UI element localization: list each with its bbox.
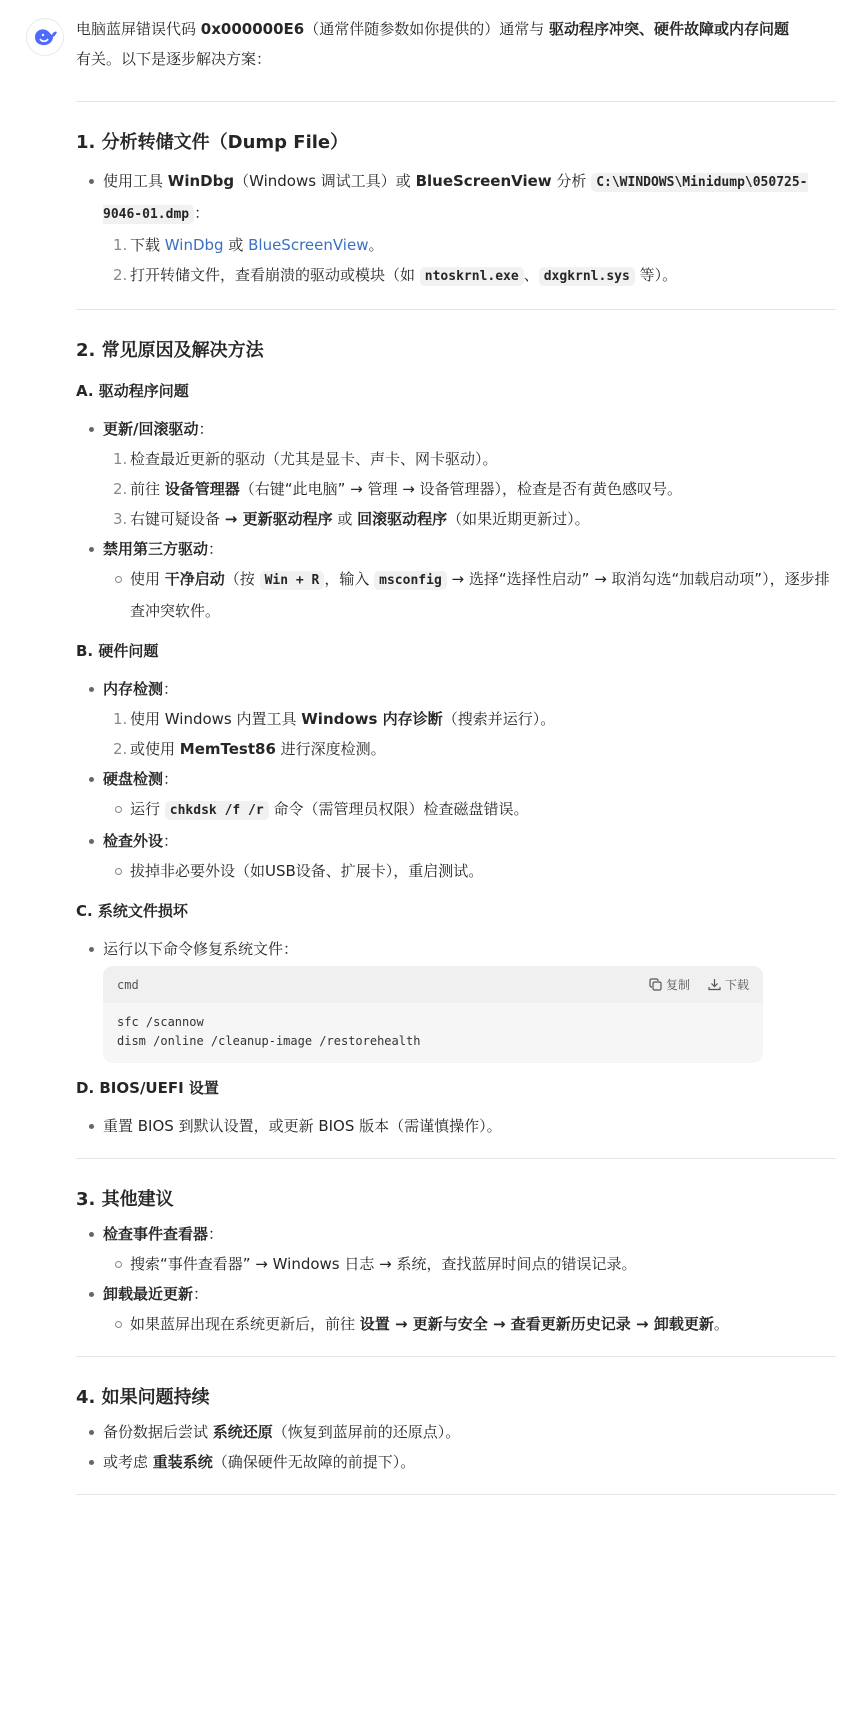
item-text: （搜索并运行）。: [442, 710, 556, 728]
item-label: 禁用第三方驱动: [103, 540, 209, 558]
list-item: [103, 856, 836, 886]
subsection-heading-d: D. BIOS/UEFI 设置: [76, 1079, 219, 1097]
list-item: [76, 764, 836, 826]
item-text: （Windows 调试工具）或: [234, 172, 416, 190]
list-number: 2.: [113, 266, 128, 284]
tool-name: BlueScreenView: [415, 172, 552, 190]
numbered-list: [103, 230, 836, 292]
numbered-list: [103, 444, 836, 534]
item-text: 或: [332, 510, 358, 528]
list-item: [76, 1219, 836, 1279]
item-text: 搜索“事件查看器” → Windows 日志 → 系统，查找蓝屏时间点的错误记录。: [130, 1255, 637, 1273]
intro-paragraph: [76, 14, 836, 74]
item-label: 更新/回滚驱动: [103, 420, 199, 438]
item-label: 检查外设: [103, 832, 164, 850]
list-item: [76, 166, 836, 292]
item-text: （确保硬件无故障的前提下）。: [212, 1453, 416, 1471]
divider: [76, 1158, 836, 1159]
item-label: 检查事件查看器: [103, 1225, 209, 1243]
list-item: [103, 1309, 836, 1339]
list-item: [76, 1279, 836, 1339]
sub-bullet-list: [103, 1309, 836, 1339]
numbered-list: [103, 704, 836, 764]
list-item: [76, 826, 836, 886]
item-text: （按: [224, 570, 260, 588]
list-item: [103, 474, 836, 504]
sub-bullet-list: [103, 1249, 836, 1279]
section-heading-4: 4. 如果问题持续: [76, 1387, 210, 1408]
bullet-list: [76, 414, 836, 626]
item-text: 检查最近更新的驱动（尤其是显卡、声卡、网卡驱动）。: [130, 450, 498, 468]
copy-icon: [649, 978, 662, 991]
section-heading-3: 3. 其他建议: [76, 1189, 174, 1210]
item-text: 分析: [551, 172, 592, 190]
list-item: [103, 230, 836, 260]
item-text: → 选择“选择性启动” → 取消勾选“加载启动项”），逐步排查冲突软件。: [130, 570, 830, 620]
list-item: [103, 564, 836, 626]
divider: [76, 1356, 836, 1357]
sub-bullet-list: [103, 856, 836, 886]
code-language-label: cmd: [117, 977, 139, 992]
item-text: 拔掉非必要外设（如USB设备、扩展卡），重启测试。: [130, 862, 484, 880]
list-item: [76, 1111, 836, 1141]
intro-text: 有关。以下是逐步解决方案：: [76, 50, 272, 68]
dump-file-path: C:\WINDOWS\Minidump\050725-9046-01.dmp: [103, 175, 808, 222]
item-text: 打开转储文件，查看崩溃的驱动或模块（如: [130, 266, 420, 284]
inline-code: Win + R: [260, 571, 325, 590]
item-text: ：: [208, 1225, 224, 1243]
item-text: ：: [163, 832, 179, 850]
code-block-tools: [649, 970, 749, 1000]
download-icon: [708, 978, 721, 991]
item-text: 前往: [130, 480, 165, 498]
item-text: 使用工具: [103, 172, 168, 190]
list-item: [103, 444, 836, 474]
item-text: 。: [368, 236, 384, 254]
list-number: 1.: [113, 450, 128, 468]
list-number: 2.: [113, 480, 128, 498]
item-label: 硬盘检测: [103, 770, 164, 788]
list-item: [103, 1249, 836, 1279]
code-block-header: [103, 966, 763, 1003]
subsection-heading-c: C. 系统文件损坏: [76, 902, 188, 920]
list-number: 3.: [113, 510, 128, 528]
error-code: 0x000000E6: [200, 20, 305, 38]
list-number: 1.: [113, 236, 128, 254]
item-label: 内存检测: [103, 680, 164, 698]
item-text: （右键“此电脑” → 管理 → 设备管理器），检查是否有黄色感叹号。: [239, 480, 683, 498]
item-emphasis: 设备管理器: [164, 480, 240, 498]
list-item: [76, 534, 836, 626]
item-text: ：: [194, 204, 210, 222]
item-emphasis: 回滚驱动程序: [357, 510, 448, 528]
item-emphasis: 设置 → 更新与安全 → 查看更新历史记录 → 卸载更新: [359, 1315, 714, 1333]
list-item: [76, 1417, 836, 1447]
item-text: 备份数据后尝试: [103, 1423, 213, 1441]
item-text: 右键可疑设备: [130, 510, 225, 528]
item-emphasis: 系统还原: [212, 1423, 273, 1441]
list-item: [76, 1447, 836, 1477]
list-item: [76, 934, 836, 1063]
item-emphasis: → 更新驱动程序: [224, 510, 333, 528]
item-emphasis: MemTest86: [179, 740, 276, 758]
list-item: [103, 504, 836, 534]
item-text: 命令（需管理员权限）检查磁盘错误。: [268, 800, 529, 818]
bluescreenview-link[interactable]: BlueScreenView: [248, 236, 369, 254]
bullet-list: [76, 1219, 836, 1339]
item-text: 运行: [130, 800, 165, 818]
item-text: 下载: [130, 236, 165, 254]
list-item: [103, 704, 836, 734]
windbg-link[interactable]: WinDbg: [164, 236, 224, 254]
bullet-list: [76, 166, 836, 292]
item-text: （如果近期更新过）。: [447, 510, 590, 528]
item-label: 卸载最近更新: [103, 1285, 194, 1303]
download-button[interactable]: [708, 970, 749, 1000]
item-text: ：: [193, 1285, 209, 1303]
divider: [76, 1494, 836, 1495]
item-text: 、: [523, 266, 539, 284]
intro-text: （通常伴随参数如你提供的）通常与: [304, 20, 549, 38]
item-text: ：: [208, 540, 224, 558]
item-text: 进行深度检测。: [275, 740, 386, 758]
item-emphasis: 重装系统: [152, 1453, 213, 1471]
item-text: ：: [198, 420, 214, 438]
inline-code: chkdsk /f /r: [165, 801, 269, 820]
cause-summary: 驱动程序冲突、硬件故障或内存问题: [548, 20, 789, 38]
item-text: 等）。: [634, 266, 678, 284]
inline-code: msconfig: [374, 571, 447, 590]
item-text: ，输入: [324, 570, 375, 588]
assistant-avatar: [26, 18, 64, 56]
list-item: [76, 414, 836, 534]
copy-button[interactable]: [649, 970, 690, 1000]
bullet-list: [76, 1417, 836, 1477]
code-content[interactable]: sfc /scannow dism /online /cleanup-image /restorehealth: [117, 1015, 421, 1048]
answer-content: [76, 14, 836, 1495]
intro-text: 电脑蓝屏错误代码: [76, 20, 201, 38]
item-text: 重置 BIOS 到默认设置，或更新 BIOS 版本（需谨慎操作）。: [103, 1117, 502, 1135]
divider: [76, 309, 836, 310]
divider: [76, 101, 836, 102]
item-text: 或考虑: [103, 1453, 153, 1471]
item-text: 运行以下命令修复系统文件：: [103, 940, 299, 958]
inline-code: dxgkrnl.sys: [539, 267, 635, 286]
item-text: 使用 Windows 内置工具: [130, 710, 302, 728]
copy-label: 复制: [665, 977, 690, 992]
whale-logo-icon: [32, 26, 58, 48]
item-text: 或使用: [130, 740, 180, 758]
section-heading-1: 1. 分析转储文件（Dump File）: [76, 132, 349, 153]
item-text: ：: [163, 770, 179, 788]
list-item: [103, 734, 836, 764]
list-item: [76, 674, 836, 764]
download-label: 下载: [724, 977, 749, 992]
inline-code: ntoskrnl.exe: [420, 267, 524, 286]
item-text: 使用: [130, 570, 165, 588]
item-emphasis: 干净启动: [164, 570, 225, 588]
bullet-list: [76, 934, 836, 1063]
bullet-list: [76, 674, 836, 886]
item-text: 如果蓝屏出现在系统更新后，前往: [130, 1315, 360, 1333]
item-text: （恢复到蓝屏前的还原点）。: [272, 1423, 461, 1441]
sub-bullet-list: [103, 794, 836, 826]
sub-bullet-list: [103, 564, 836, 626]
list-item: [103, 794, 836, 826]
section-heading-2: 2. 常见原因及解决方法: [76, 340, 264, 361]
code-block: [103, 966, 763, 1063]
item-text: ：: [163, 680, 179, 698]
subsection-heading-b: B. 硬件问题: [76, 642, 159, 660]
bullet-list: [76, 1111, 836, 1141]
list-number: 2.: [113, 740, 128, 758]
tool-name: WinDbg: [167, 172, 235, 190]
item-emphasis: Windows 内存诊断: [301, 710, 443, 728]
item-text: 或: [223, 236, 249, 254]
list-number: 1.: [113, 710, 128, 728]
item-text: 。: [713, 1315, 729, 1333]
subsection-heading-a: A. 驱动程序问题: [76, 382, 189, 400]
list-item: [103, 260, 836, 292]
